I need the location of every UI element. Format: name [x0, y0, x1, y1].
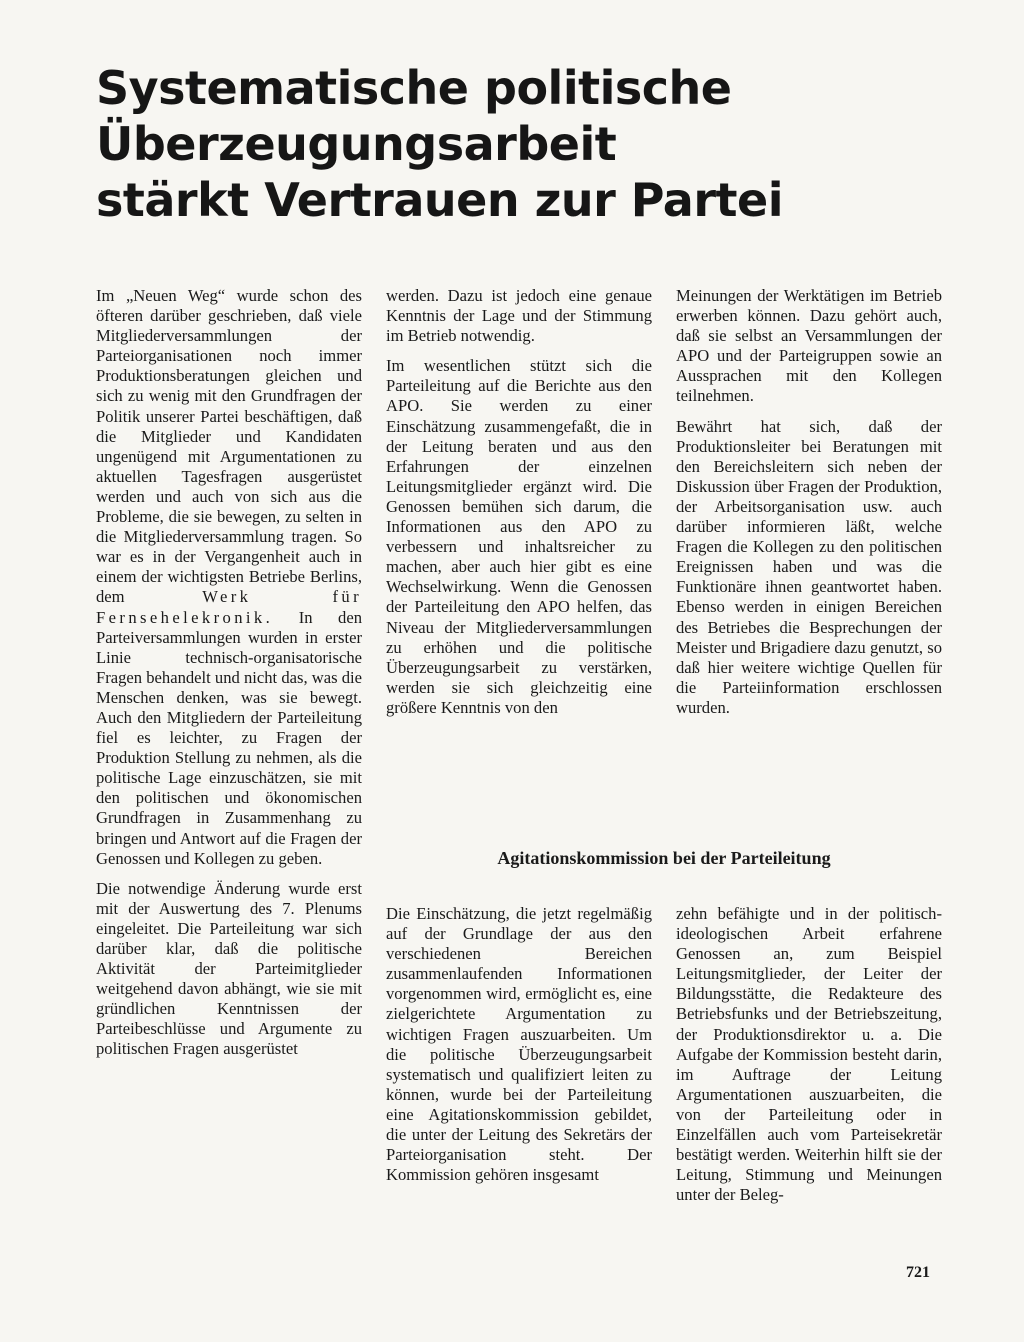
column-2 [386, 286, 652, 728]
column-3 [676, 286, 942, 728]
paragraph-2: Die notwendige Änderung wurde erst mit der Auswertung des 7. Plenums eingeleitet. Die Parteileitung war sich darüber klar, daß die politische Aktivität der Parteimitglieder weitgehend davon abhängt, wie sie mit gründlichen Kenntnissen der Parteibeschlüsse und Argumente zu politischen Fragen ausgerüstet [96, 878, 362, 1059]
page-number: 721 [906, 1264, 930, 1281]
column-3-lower [676, 904, 942, 1215]
section-subheading: Agitationskommission bei der Parteileitung [497, 848, 831, 868]
paragraph-6: Bewährt hat sich, daß der Produktionsleiter bei Beratungen mit den Bereichsleitern sich neben der Diskussion über Fragen der Produktion, der Arbeitsorganisation usw. auch darüber informieren läßt, welche Fragen die Kollegen zu den politischen Ereignissen haben und was die Funktionäre ihnen geantwortet haben. Ebenso werden in einigen Bereichen des Betriebes die Besprechungen der Meister und Brigadiere dazu genutzt, so daß hier weitere wichtige Quellen für die Parteiinformation erschlossen wurden. [676, 416, 942, 717]
paragraph-4: Im wesentlichen stützt sich die Parteileitung auf die Berichte aus den APO. Sie werden zu einer Einschätzung zusammengefaßt, die in der Leitung beraten und aus den Erfahrungen der einzelnen Leitungsmitglieder ergänzt wird. Die Genossen bemühen sich darum, die Informationen aus den APO zu verbessern und inhaltsreicher zu machen, aber auch hier gibt es eine Wechselwirkung. Wenn die Genossen der Parteileitung den APO helfen, das Niveau der Mitgliederversammlungen zu erhöhen und die politische Überzeugungsarbeit zu verstärken, werden sie sich gleichzeitig eine größere Kenntnis von den [386, 356, 652, 717]
paragraph-7: Die Einschätzung, die jetzt regelmäßig auf der Grundlage der aus den verschiedenen Bereichen zusammenlaufenden Informationen vorgenommen wird, ermöglicht es, eine zielgerichtete Argumentation zu wichtigen Fragen auszuarbeiten. Um die politische Überzeugungsarbeit systematisch und qualifiziert leiten zu können, wurde bei der Parteileitung eine Agitationskommission gebildet, die unter der Leitung des Sekretärs der Parteiorganisation steht. Der Kommission gehören insgesamt [386, 904, 652, 1185]
paragraph-1 [96, 286, 362, 869]
factory-name: Werk für Fernsehelekronik. [96, 587, 362, 627]
paragraph-5: Meinungen der Werktätigen im Betrieb erwerben können. Dazu gehört auch, daß sie selbst an Versammlungen der APO und der Parteigruppen sowie an Aussprachen mit den Kollegen teilnehmen. [676, 286, 942, 406]
headline-line-1: Systematische politische [96, 61, 732, 115]
paragraph-1-text-b: In den Parteiversammlungen wurden in erster Linie technisch-organisatorische Fragen behandelt und nicht das, was die Menschen denken, was sie bewegt. Auch den Mitgliedern der Parteileitung fiel es leichter, zu Fragen der Produktion Stellung zu nehmen, als die politische Lage einzuschätzen, sie mit den politischen und ökonomischen Grundfragen in Zusammenhang zu bringen und Antwort auf die Fragen der Genossen und Kollegen zu geben. [96, 607, 362, 868]
paragraph-3: werden. Dazu ist jedoch eine genaue Kenntnis der Lage und der Stimmung im Betrieb notwendig. [386, 286, 652, 346]
paragraph-8: zehn befähigte und in der politisch-ideologischen Arbeit erfahrene Genossen an, zum Beispiel Leitungsmitglieder, der Leiter der Bildungsstätte, die Redakteure des Betriebsfunks und der Betriebszeitung, der Produktionsdirektor u. a. Die Aufgabe der Kommission besteht darin, im Auftrage der Leitung Argumentationen auszuarbeiten, die von der Parteileitung oder in Einzelfällen auch vom Parteisekretär bestätigt werden. Weiterhin hilft sie der Leitung, Stimmung und Meinungen unter der Beleg- [676, 904, 942, 1205]
column-2-lower [386, 904, 652, 1195]
column-1 [96, 286, 362, 1070]
article-headline [96, 60, 896, 228]
paragraph-1-text-a: Im „Neuen Weg“ wurde schon des öfteren darüber geschrieben, daß viele Mitgliederversammlungen der Parteiorganisationen noch immer Produktionsberatungen gleichen und sich zu wenig mit den Grundfragen der Politik unserer Partei beschäftigen, daß die Mitglieder und Kandidaten ungenügend mit Argumentationen zu aktuellen Tagesfragen ausgerüstet werden und auch von sich aus die Probleme, die sie bewegen, zu selten in die Mitgliederversammlung tragen. So war es in der Vergangenheit auch in einem der wichtigsten Betriebe Berlins, dem [96, 286, 362, 607]
headline-line-2: Überzeugungsarbeit [96, 117, 617, 171]
headline-line-3: stärkt Vertrauen zur Partei [96, 173, 783, 227]
